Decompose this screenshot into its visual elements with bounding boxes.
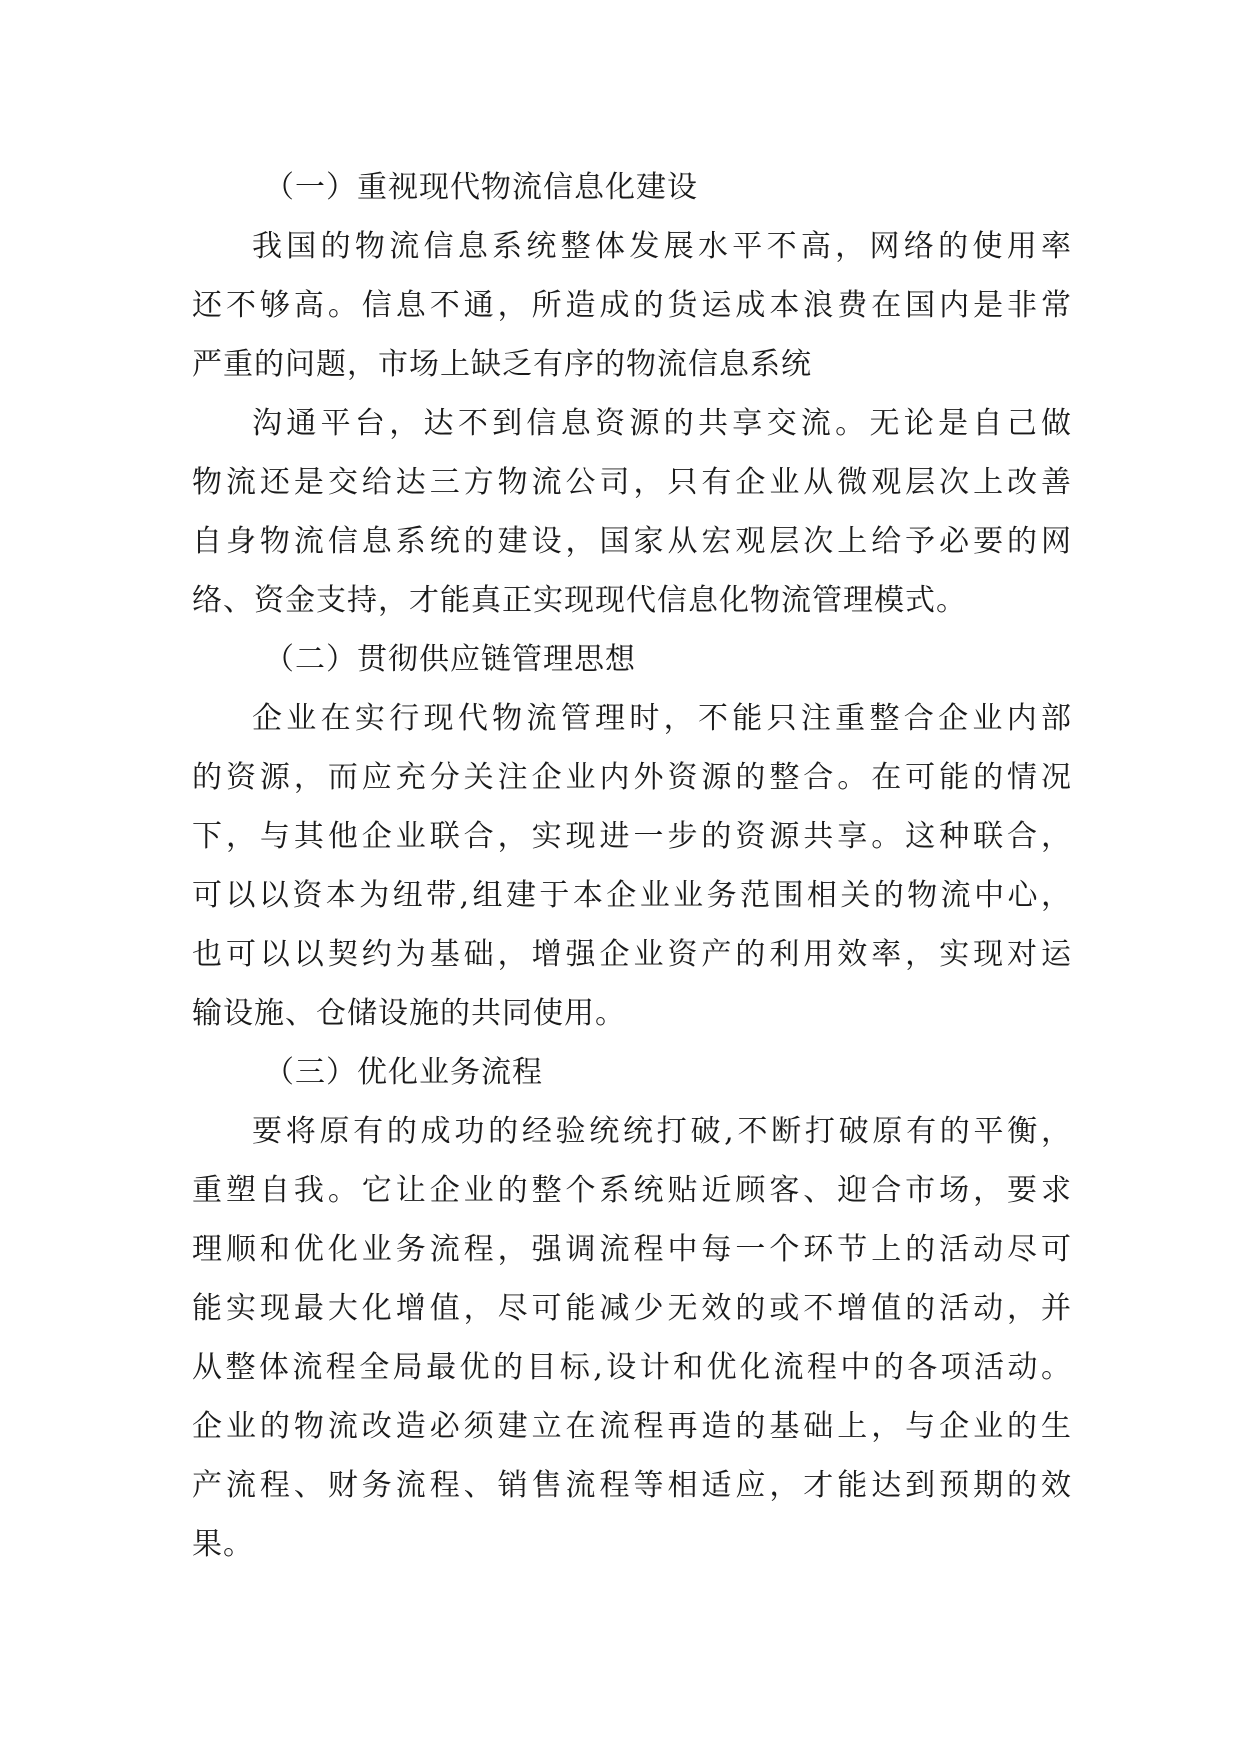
paragraph-line: 物流还是交给达三方物流公司，只有企业从微观层次上改善 (192, 465, 1072, 500)
paragraph-line: 络、资金支持，才能真正实现现代信息化物流管理模式。 (192, 583, 967, 618)
paragraph-line: 严重的问题，市场上缺乏有序的物流信息系统 (192, 347, 812, 382)
paragraph-line: 产流程、财务流程、销售流程等相适应，才能达到预期的效 (192, 1468, 1072, 1503)
paragraph-line: 沟通平台，达不到信息资源的共享交流。无论是自己做 (252, 406, 1072, 441)
paragraph-line: 从整体流程全局最优的目标,设计和优化流程中的各项活动。 (192, 1350, 1072, 1385)
paragraph-line: 下，与其他企业联合，实现进一步的资源共享。这种联合， (192, 819, 1072, 854)
paragraph-line: 我国的物流信息系统整体发展水平不高，网络的使用率 (252, 229, 1072, 264)
paragraph-line: 重塑自我。它让企业的整个系统贴近顾客、迎合市场，要求 (192, 1173, 1072, 1208)
paragraph-line: 输设施、仓储设施的共同使用。 (192, 996, 626, 1031)
paragraph-line: 要将原有的成功的经验统统打破,不断打破原有的平衡， (252, 1114, 1072, 1149)
paragraph-line: 自身物流信息系统的建设，国家从宏观层次上给予必要的网 (192, 524, 1072, 559)
paragraph-line: 也可以以契约为基础，增强企业资产的利用效率，实现对运 (192, 937, 1072, 972)
paragraph-line: 还不够高。信息不通，所造成的货运成本浪费在国内是非常 (192, 288, 1072, 323)
paragraph-line: 能实现最大化增值，尽可能减少无效的或不增值的活动，并 (192, 1291, 1072, 1326)
paragraph-line: 理顺和优化业务流程，强调流程中每一个环节上的活动尽可 (192, 1232, 1072, 1267)
section-heading-2: （二）贯彻供应链管理思想 (264, 642, 636, 677)
paragraph-line: 企业的物流改造必须建立在流程再造的基础上，与企业的生 (192, 1409, 1072, 1444)
paragraph-line: 企业在实行现代物流管理时，不能只注重整合企业内部 (252, 701, 1072, 736)
paragraph-line: 果。 (192, 1527, 254, 1562)
paragraph-line: 的资源，而应充分关注企业内外资源的整合。在可能的情况 (192, 760, 1072, 795)
section-heading-1: （一）重视现代物流信息化建设 (264, 170, 698, 205)
section-heading-3: （三）优化业务流程 (264, 1055, 543, 1090)
paragraph-line: 可以以资本为纽带,组建于本企业业务范围相关的物流中心， (192, 878, 1072, 913)
document-body (192, 158, 1072, 1574)
